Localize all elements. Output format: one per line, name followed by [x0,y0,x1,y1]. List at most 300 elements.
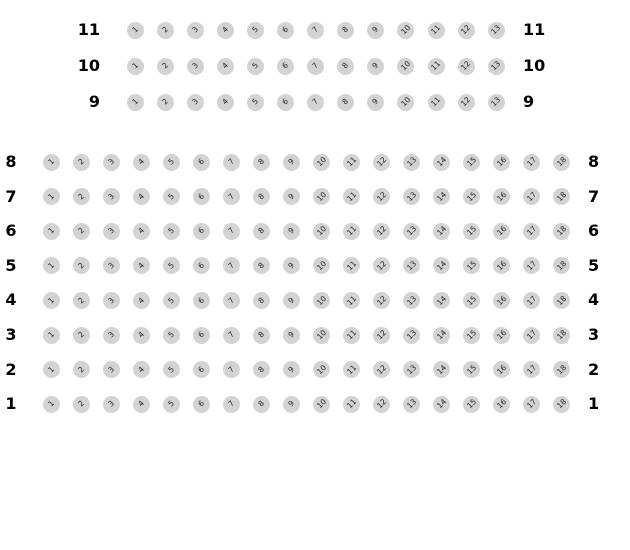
seat-number: 2 [160,60,170,71]
seat-number: 8 [340,60,351,71]
seat[interactable] [163,223,180,240]
seat[interactable] [553,292,570,309]
seat[interactable] [73,188,90,205]
seat[interactable] [373,396,390,413]
seat[interactable] [283,327,300,344]
seat-number: 4 [136,295,147,306]
seat[interactable] [553,257,570,274]
seat[interactable] [313,327,330,344]
seat[interactable] [313,154,330,171]
seat[interactable] [187,94,204,111]
seat[interactable] [488,94,505,111]
seat-number: 1 [46,295,57,306]
seat[interactable] [553,396,570,413]
seat-number: 15 [464,155,478,169]
seat-number: 13 [404,328,418,342]
seat[interactable] [403,396,420,413]
seat[interactable] [397,22,414,39]
seat-number: 8 [256,399,267,409]
seat[interactable] [463,327,480,344]
seat-number: 13 [489,23,503,37]
seat[interactable] [247,22,264,39]
seat-number: 7 [226,191,237,202]
seat[interactable] [163,188,180,205]
seat[interactable] [73,361,90,378]
seat-number: 15 [464,189,478,203]
seat-number: 8 [256,260,267,271]
seat[interactable] [223,154,240,171]
seat-number: 7 [310,60,321,71]
seat[interactable] [523,292,540,309]
seat[interactable] [133,327,150,344]
seat[interactable] [433,327,450,344]
seat-number: 12 [459,23,473,37]
seat[interactable] [253,396,270,413]
seat-number: 17 [524,397,538,411]
seat-number: 6 [196,364,207,375]
seat[interactable] [193,292,210,309]
seat[interactable] [397,94,414,111]
seat[interactable] [103,396,120,413]
seat[interactable] [133,361,150,378]
seat[interactable] [223,292,240,309]
seat[interactable] [313,361,330,378]
seat[interactable] [367,58,384,75]
seat-number: 6 [196,329,207,340]
seat[interactable] [253,361,270,378]
seat-number: 5 [250,96,261,107]
seat-number: 9 [286,399,297,409]
seat-number: 2 [76,226,87,236]
seat[interactable] [223,257,240,274]
seat[interactable] [433,396,450,413]
seat-number: 5 [166,399,177,409]
seat[interactable] [283,396,300,413]
row-label-right: 2 [588,359,600,379]
seat-number: 13 [489,95,503,109]
seat[interactable] [553,154,570,171]
seat[interactable] [187,22,204,39]
row-label-right: 4 [588,290,600,310]
seat[interactable] [103,257,120,274]
seat[interactable] [553,327,570,344]
seat[interactable] [187,58,204,75]
seat-number: 13 [489,59,503,73]
seat[interactable] [313,292,330,309]
row-label-left: 2 [5,359,17,379]
seat[interactable] [283,257,300,274]
seat[interactable] [73,154,90,171]
seat[interactable] [373,327,390,344]
row-label-left: 9 [88,92,100,111]
seat[interactable] [493,188,510,205]
seat[interactable] [163,327,180,344]
seat[interactable] [433,154,450,171]
seat-number: 9 [370,96,381,107]
seat[interactable] [493,292,510,309]
seat-number: 18 [554,189,568,203]
seat[interactable] [463,361,480,378]
seat[interactable] [163,154,180,171]
seat[interactable] [73,396,90,413]
seat-number: 14 [434,259,448,273]
seat-number: 17 [524,155,538,169]
seat[interactable] [73,327,90,344]
seat-number: 18 [554,397,568,411]
seat[interactable] [343,257,360,274]
seat[interactable] [553,361,570,378]
seat[interactable] [553,223,570,240]
seat[interactable] [133,292,150,309]
seat-number: 9 [286,295,297,306]
seat[interactable] [103,154,120,171]
seat-number: 17 [524,328,538,342]
seat-number: 6 [280,24,291,35]
seat-number: 2 [76,399,87,409]
seat[interactable] [73,292,90,309]
seat-number: 13 [404,155,418,169]
seat-number: 17 [524,259,538,273]
seat[interactable] [103,361,120,378]
seat-number: 8 [340,24,351,35]
seat-number: 5 [250,60,261,71]
seat-number: 10 [399,59,413,73]
seat-number: 3 [106,226,117,236]
seat[interactable] [493,257,510,274]
seat[interactable] [313,257,330,274]
seat-number: 8 [256,191,267,202]
seat-number: 7 [226,260,237,271]
seat[interactable] [523,396,540,413]
row-label-left: 3 [5,325,17,344]
seat[interactable] [223,188,240,205]
seat[interactable] [493,154,510,171]
seat[interactable] [373,257,390,274]
seat[interactable] [337,94,354,111]
seat-number: 7 [226,399,237,409]
seat[interactable] [103,223,120,240]
seat[interactable] [253,154,270,171]
seat[interactable] [367,94,384,111]
seat[interactable] [133,223,150,240]
seat[interactable] [337,22,354,39]
seat-number: 18 [554,362,568,376]
seat[interactable] [463,257,480,274]
seat[interactable] [373,223,390,240]
seat[interactable] [403,292,420,309]
seat[interactable] [253,257,270,274]
seat[interactable] [127,94,144,111]
seat[interactable] [253,223,270,240]
seat[interactable] [217,58,234,75]
seat[interactable] [277,94,294,111]
seat[interactable] [193,223,210,240]
seat[interactable] [428,94,445,111]
seat[interactable] [373,292,390,309]
seat-number: 12 [374,224,388,238]
seat[interactable] [403,361,420,378]
seat-number: 3 [190,24,200,35]
seat[interactable] [223,223,240,240]
seat[interactable] [493,223,510,240]
seat-number: 1 [46,156,57,167]
seat-number: 11 [344,189,358,203]
seat[interactable] [163,396,180,413]
seat-number: 4 [220,24,230,35]
seat[interactable] [463,292,480,309]
seat-number: 2 [76,260,87,271]
seat-number: 6 [196,191,207,202]
seat-number: 14 [434,328,448,342]
seat-number: 16 [494,155,508,169]
seat[interactable] [73,257,90,274]
seat-number: 5 [166,156,177,167]
seat-number: 16 [494,397,508,411]
seat[interactable] [367,22,384,39]
seat[interactable] [127,22,144,39]
seat-number: 11 [429,23,443,37]
seat[interactable] [433,223,450,240]
seat[interactable] [43,396,60,413]
seat-number: 11 [344,224,358,238]
seat-number: 5 [166,295,177,306]
seat[interactable] [343,154,360,171]
seat[interactable] [523,327,540,344]
seat-number: 2 [76,191,87,202]
seat[interactable] [463,223,480,240]
seat-number: 15 [464,293,478,307]
seat[interactable] [433,188,450,205]
seat-number: 9 [286,329,297,340]
seat-number: 5 [166,260,177,271]
seat[interactable] [193,361,210,378]
seat-number: 15 [464,397,478,411]
seat[interactable] [283,188,300,205]
seat[interactable] [247,94,264,111]
seat-number: 13 [404,397,418,411]
seat[interactable] [43,361,60,378]
seat-number: 1 [46,399,57,409]
seat[interactable] [283,292,300,309]
seat-number: 9 [286,364,297,375]
seat-number: 3 [106,364,117,375]
seat[interactable] [217,94,234,111]
seat[interactable] [193,154,210,171]
seat[interactable] [283,361,300,378]
seat[interactable] [523,188,540,205]
seat-number: 4 [136,399,147,409]
seat[interactable] [43,188,60,205]
seat[interactable] [523,223,540,240]
seat-number: 14 [434,155,448,169]
seat-number: 11 [429,95,443,109]
seat[interactable] [133,188,150,205]
seat[interactable] [253,188,270,205]
seat[interactable] [163,361,180,378]
seat[interactable] [433,361,450,378]
seat[interactable] [103,327,120,344]
seat[interactable] [253,327,270,344]
seat[interactable] [247,58,264,75]
seat[interactable] [43,292,60,309]
seat[interactable] [277,58,294,75]
row-label-left: 8 [5,152,17,171]
seat-number: 6 [196,295,207,306]
seat[interactable] [343,292,360,309]
seat[interactable] [163,292,180,309]
seat-number: 8 [256,364,267,375]
seat-number: 10 [399,95,413,109]
seat-number: 12 [374,189,388,203]
seat[interactable] [157,58,174,75]
seat[interactable] [428,58,445,75]
seat[interactable] [458,94,475,111]
seat[interactable] [253,292,270,309]
seat[interactable] [373,188,390,205]
seat[interactable] [283,154,300,171]
seat[interactable] [458,58,475,75]
seat[interactable] [488,22,505,39]
seat[interactable] [428,22,445,39]
seat[interactable] [403,257,420,274]
seat-number: 18 [554,293,568,307]
seat[interactable] [163,257,180,274]
seat[interactable] [103,188,120,205]
seat-number: 17 [524,189,538,203]
seat[interactable] [493,327,510,344]
seat[interactable] [157,22,174,39]
seat[interactable] [433,257,450,274]
seat[interactable] [343,396,360,413]
seat[interactable] [133,396,150,413]
seat[interactable] [553,188,570,205]
seat[interactable] [397,58,414,75]
seat[interactable] [313,188,330,205]
seat[interactable] [43,327,60,344]
seat-number: 7 [226,156,237,167]
seat[interactable] [373,361,390,378]
seat[interactable] [307,58,324,75]
seat-number: 8 [256,329,267,340]
seat-number: 14 [434,362,448,376]
seat[interactable] [157,94,174,111]
seat[interactable] [458,22,475,39]
row-label-right: 10 [523,56,546,75]
seat-number: 17 [524,224,538,238]
seat-number: 3 [106,329,117,340]
seat[interactable] [523,154,540,171]
seat[interactable] [343,361,360,378]
seat[interactable] [343,223,360,240]
seat[interactable] [403,223,420,240]
seat[interactable] [403,188,420,205]
seat[interactable] [223,396,240,413]
seat-number: 17 [524,362,538,376]
seat-number: 13 [404,362,418,376]
seat[interactable] [193,257,210,274]
seat[interactable] [433,292,450,309]
seat-number: 6 [196,399,207,409]
seat[interactable] [373,154,390,171]
seat[interactable] [223,327,240,344]
seat[interactable] [463,188,480,205]
seat[interactable] [193,188,210,205]
row-label-right: 1 [588,394,600,414]
seat[interactable] [313,223,330,240]
seat[interactable] [403,154,420,171]
seat[interactable] [73,223,90,240]
seat-number: 6 [280,96,291,107]
seat-number: 1 [46,329,57,340]
seat[interactable] [127,58,144,75]
seat-number: 4 [136,364,147,375]
seat-number: 7 [310,24,321,35]
seat-number: 12 [374,328,388,342]
seat-number: 1 [46,191,57,202]
seat-number: 3 [190,96,200,107]
seat-number: 9 [286,260,297,271]
seat[interactable] [343,327,360,344]
seat[interactable] [313,396,330,413]
seat-number: 12 [374,293,388,307]
row-label-left: 4 [5,290,17,310]
seat-number: 15 [464,362,478,376]
seat[interactable] [193,327,210,344]
seat[interactable] [403,327,420,344]
seat[interactable] [307,22,324,39]
seat[interactable] [43,257,60,274]
seat[interactable] [463,154,480,171]
seat-number: 9 [286,191,297,202]
row-label-left: 7 [5,186,17,206]
seat[interactable] [103,292,120,309]
seat[interactable] [307,94,324,111]
seat-number: 9 [286,156,297,167]
seat-number: 18 [554,259,568,273]
seat[interactable] [223,361,240,378]
row-label-right: 5 [588,255,600,275]
seat-number: 13 [404,259,418,273]
seat[interactable] [523,361,540,378]
seat-number: 13 [404,293,418,307]
seat-number: 4 [136,156,147,167]
row-label-left: 1 [5,394,17,414]
seat-number: 17 [524,293,538,307]
seat-number: 10 [399,23,413,37]
seat-number: 12 [374,397,388,411]
seat[interactable] [493,361,510,378]
seat-number: 7 [226,329,237,340]
seat[interactable] [493,396,510,413]
seat[interactable] [463,396,480,413]
seat-number: 15 [464,328,478,342]
seat[interactable] [283,223,300,240]
seat[interactable] [43,154,60,171]
seat[interactable] [193,396,210,413]
seat-number: 14 [434,397,448,411]
seat[interactable] [217,22,234,39]
seat-number: 15 [464,259,478,273]
seat[interactable] [277,22,294,39]
seat[interactable] [523,257,540,274]
seat[interactable] [337,58,354,75]
seat-number: 16 [494,293,508,307]
seat[interactable] [133,154,150,171]
seat[interactable] [343,188,360,205]
seat[interactable] [488,58,505,75]
seat[interactable] [133,257,150,274]
seat[interactable] [43,223,60,240]
